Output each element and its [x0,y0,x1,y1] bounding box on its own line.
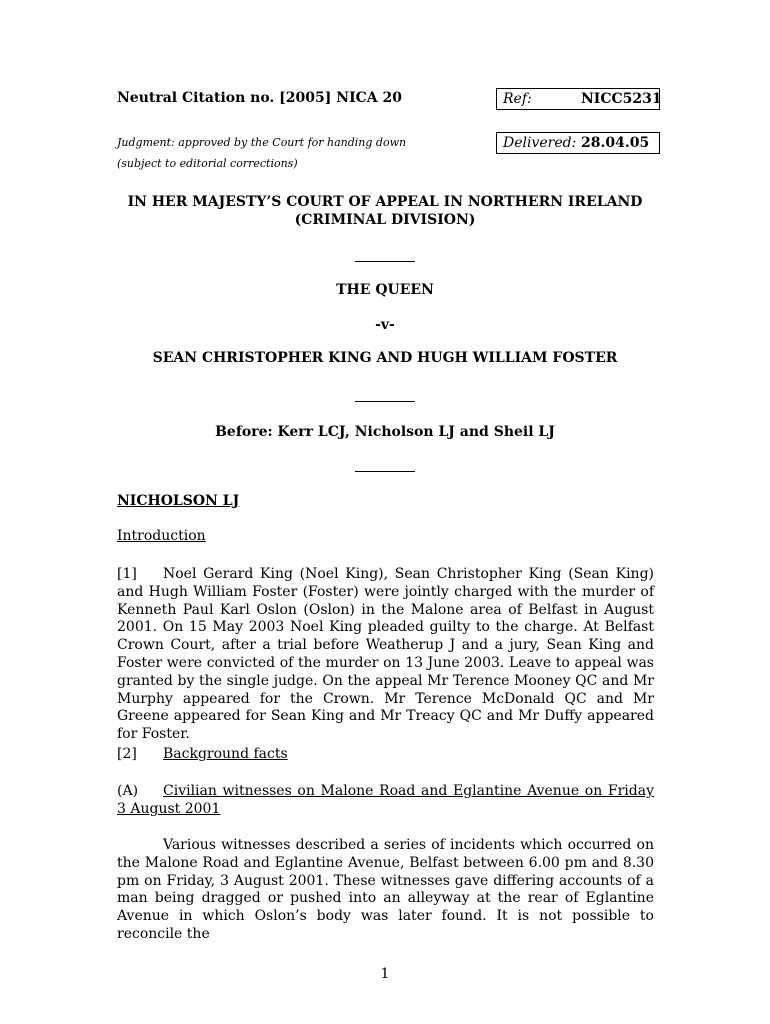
paragraph-1 [117,566,654,744]
paragraph-1-text: Noel Gerard King (Noel King), Sean Christopher King (Sean King) and Hugh William Foster (Foster) were jointly charged with the murder of Kenneth Paul Karl Oslon (Oslon) in the Malone area of Belfast in August 2001. On 15 May 2003 Noel King pleaded guilty to the charge. At Belfast Crown Court, after a trial before Weatherup J and a jury, Sean King and Foster were convicted of the murder on 13 June 2003. Leave to appeal was granted by the single judge. On the appeal Mr Terence Mooney QC and Mr Murphy appeared for the Crown. Mr Terence McDonald QC and Mr Greene appeared for Sean King and Mr Treacy QC and Mr Duffy appeared for Foster. [117,566,654,743]
court-division: (CRIMINAL DIVISION) [294,212,476,228]
page-number: 1 [380,966,390,982]
party-crown: THE QUEEN [336,282,434,298]
court-name: IN HER MAJESTY’S COURT OF APPEAL IN NORTHERN IRELAND [127,194,643,210]
section-a-heading: Civilian witnesses on Malone Road and Eglantine Avenue on Friday 3 August 2001 [117,783,654,817]
paragraph-number: [2] [117,746,137,762]
party-defendants: SEAN CHRISTOPHER KING AND HUGH WILLIAM FOSTER [152,350,618,366]
ref-label: Ref: [503,91,532,107]
bench-line: Before: Kerr LCJ, Nicholson LJ and Sheil LJ [215,424,555,440]
versus-label: -v- [375,317,395,333]
delivered-label: Delivered: [503,135,577,151]
intro-heading: Introduction [117,528,206,544]
divider-rule [355,471,415,472]
paragraph-witnesses: Various witnesses described a series of incidents which occurred on the Malone Road and Eglantine Avenue, Belfast between 6.00 pm and 8.30 pm on Friday, 3 August 2001. These witnesses gave differing accounts of a man being dragged or pushed into an alleyway at the rear of Eglantine Avenue in which Oslon’s body was later found. It is not possible to reconcile the [117,837,654,942]
background-facts-heading: Background facts [163,746,288,762]
section-number: (A) [117,783,139,799]
paragraph-2-heading-row [117,746,288,762]
editorial-note: (subject to editorial corrections) [117,157,298,170]
paragraph-number: [1] [117,566,137,582]
ref-value: NICC5231 [581,91,662,107]
divider-rule [355,261,415,262]
delivered-box [496,132,660,154]
judge-heading: NICHOLSON LJ [117,493,240,509]
divider-rule [355,401,415,402]
neutral-citation: Neutral Citation no. [2005] NICA 20 [117,90,402,106]
ref-box [496,88,660,110]
section-a-heading-row [117,783,654,819]
judgment-note: Judgment: approved by the Court for handing down [117,136,407,149]
delivered-value: 28.04.05 [581,135,650,151]
